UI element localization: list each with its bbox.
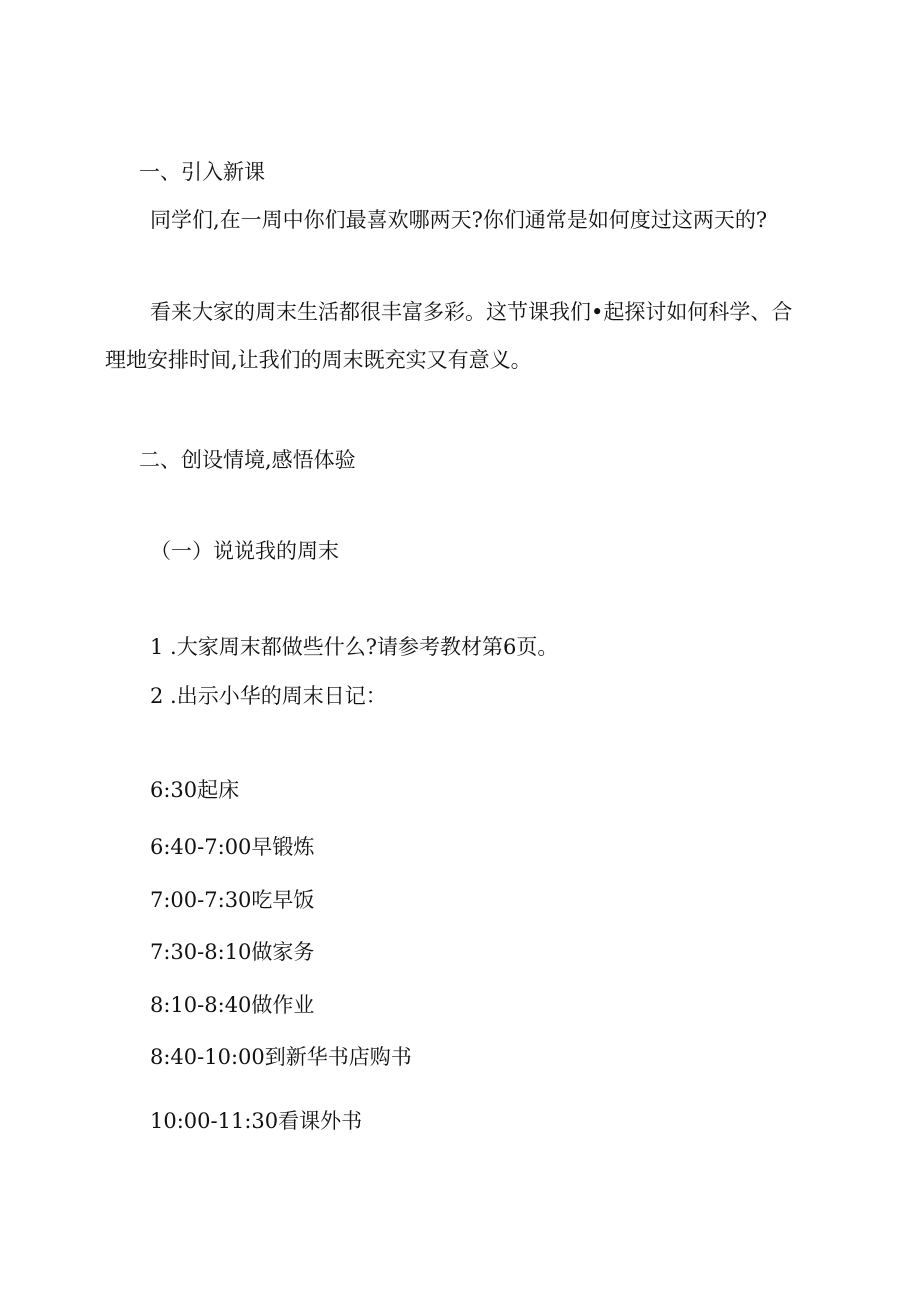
list-item: 1 .大家周末都做些什么?请参考教材第6页。 (150, 635, 559, 659)
intro-paragraph-line2: 理地安排时间,让我们的周末既充实又有意义。 (105, 348, 532, 372)
intro-question: 同学们,在一周中你们最喜欢哪两天?你们通常是如何度过这两天的? (150, 208, 768, 232)
schedule-entry: 10:00-11:30看课外书 (150, 1109, 363, 1133)
section-heading-intro: 一、引入新课 (139, 160, 265, 184)
intro-paragraph-line1: 看来大家的周末生活都很丰富多彩。这节课我们•起探讨如何科学、合 (150, 300, 793, 324)
schedule-entry: 7:30-8:10做家务 (150, 940, 315, 964)
schedule-entry: 8:10-8:40做作业 (150, 993, 315, 1017)
subsection-heading-my-weekend: （一）说说我的周末 (150, 539, 339, 563)
section-heading-scenario: 二、创设情境,感悟体验 (139, 448, 356, 472)
schedule-entry: 8:40-10:00到新华书店购书 (150, 1045, 412, 1069)
list-item: 2 .出示小华的周末日记： (150, 684, 387, 708)
schedule-entry: 6:40-7:00早锻炼 (150, 835, 315, 859)
schedule-entry: 6:30起床 (150, 778, 240, 802)
schedule-entry: 7:00-7:30吃早饭 (150, 888, 315, 912)
